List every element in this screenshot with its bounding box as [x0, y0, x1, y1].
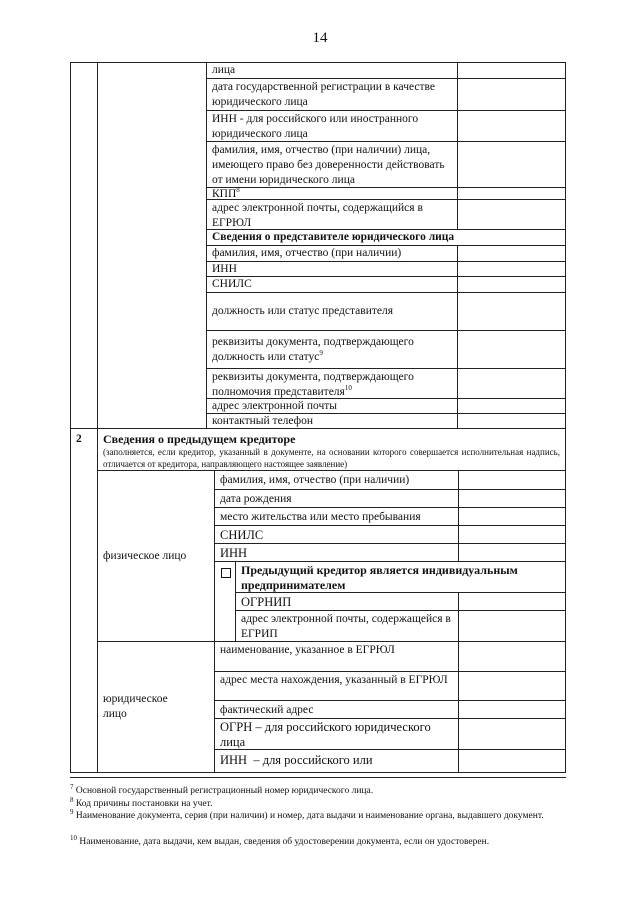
footnote-number: 10 — [70, 833, 77, 842]
section-note: (заполняется, если кредитор, указанный в документе, на основании которого совершается исполнительная надпись, отличается от кредитора, направляющего настоящее заявление) — [103, 447, 560, 469]
footnote-text: Основной государственный регистрационный номер юридического лица. — [75, 786, 374, 796]
field-label: адрес электронной почты, содержащейся в ЕГРИП — [235, 610, 459, 642]
field-value[interactable] — [457, 368, 566, 399]
footnote — [70, 782, 570, 797]
field-value[interactable] — [457, 245, 566, 262]
field-value[interactable] — [458, 525, 566, 544]
field-label: место жительства или место пребывания — [214, 507, 459, 526]
field-value[interactable] — [458, 700, 566, 719]
field-value[interactable] — [457, 413, 566, 429]
field-label — [206, 368, 458, 399]
field-value[interactable] — [458, 543, 566, 562]
field-value[interactable] — [458, 592, 566, 611]
field-value[interactable] — [457, 330, 566, 369]
field-label: фамилия, имя, отчество (при наличии) — [214, 470, 459, 490]
field-label: ИНН — [214, 543, 459, 562]
field-value[interactable] — [458, 641, 566, 672]
field-value[interactable] — [458, 610, 566, 642]
field-label: ИНН – для российского или — [214, 749, 459, 773]
field-label: ОГРНИП — [235, 592, 459, 611]
field-label: адрес электронной почты, содержащийся в ЕГРЮЛ — [206, 199, 458, 230]
field-value[interactable] — [458, 507, 566, 526]
footnote-number: 7 — [70, 782, 74, 791]
field-label: адрес места нахождения, указанный в ЕГРЮЛ — [214, 671, 459, 701]
footnote-ref: 9 — [319, 349, 323, 358]
field-label: дата государственной регистрации в качестве юридического лица — [206, 78, 458, 111]
field-value[interactable] — [457, 261, 566, 277]
footnote — [70, 807, 570, 822]
footnote-ref: 10 — [344, 384, 352, 393]
field-label: фамилия, имя, отчество (при наличии) — [206, 245, 458, 262]
field-label: ИНН - для российского или иностранного юридического лица — [206, 110, 458, 142]
field-value[interactable] — [457, 110, 566, 142]
field-label: ОГРН – для российского юридического лица — [214, 718, 459, 750]
entrepreneur-checkbox[interactable] — [221, 568, 231, 578]
field-value[interactable] — [458, 470, 566, 490]
field-value[interactable] — [457, 141, 566, 188]
field-label: фамилия, имя, отчество (при наличии) лица, имеющего право без доверенности действовать от имени юридического лица — [206, 141, 458, 188]
footnote-ref: 8 — [236, 186, 240, 195]
footnote — [70, 795, 570, 810]
footnote-number: 9 — [70, 807, 74, 816]
field-value[interactable] — [457, 292, 566, 331]
footnote-divider — [70, 777, 566, 778]
section-header — [97, 428, 566, 471]
field-value[interactable] — [457, 62, 566, 79]
footnote-text: Код причины постановки на учет. — [75, 799, 213, 809]
footnote-number: 8 — [70, 795, 74, 804]
footnote-text: Наименование, дата выдачи, кем выдан, сведения об удостоверении документа, если он удостоверен. — [79, 837, 490, 847]
number-column — [70, 62, 98, 429]
footnote — [70, 833, 570, 848]
field-label: адрес электронной почты — [206, 398, 458, 414]
field-label-text: реквизиты документа, подтверждающего должность или статус — [212, 336, 414, 363]
field-label: контактный телефон — [206, 413, 458, 429]
individual-label: физическое лицо — [97, 470, 215, 642]
field-value[interactable] — [458, 671, 566, 701]
field-label: СНИЛС — [214, 525, 459, 544]
field-label: лица — [206, 62, 458, 79]
entrepreneur-checkbox-label: Предыдущий кредитор является индивидуальным предпринимателем — [235, 561, 566, 593]
field-label: дата рождения — [214, 489, 459, 508]
field-value[interactable] — [457, 78, 566, 111]
legal-label: юридическое лицо — [97, 641, 215, 773]
representative-heading: Сведения о представителе юридического лица — [206, 229, 566, 246]
field-value[interactable] — [457, 398, 566, 414]
field-label — [206, 330, 458, 369]
category-column — [97, 62, 207, 429]
field-label-text: реквизиты документа, подтверждающего полномочия представителя — [212, 371, 414, 398]
field-label-text: КПП — [212, 188, 237, 200]
section-title: Сведения о предыдущем кредиторе — [103, 432, 296, 446]
field-value[interactable] — [457, 276, 566, 293]
section-number: 2 — [70, 428, 98, 773]
footnote-text: Наименование документа, серия (при наличии) и номер, дата выдачи и наименование органа, выдавшего документ. — [75, 811, 544, 821]
field-label: наименование, указанное в ЕГРЮЛ — [214, 641, 459, 672]
field-label: СНИЛС — [206, 276, 458, 293]
page-number: 14 — [312, 30, 328, 46]
field-value[interactable] — [458, 489, 566, 508]
field-label: должность или статус представителя — [206, 292, 458, 331]
field-value[interactable] — [457, 199, 566, 230]
field-value[interactable] — [458, 718, 566, 750]
field-label: фактический адрес — [214, 700, 459, 719]
field-label: ИНН — [206, 261, 458, 277]
entrepreneur-checkbox-cell — [214, 561, 236, 642]
field-value[interactable] — [458, 749, 566, 773]
